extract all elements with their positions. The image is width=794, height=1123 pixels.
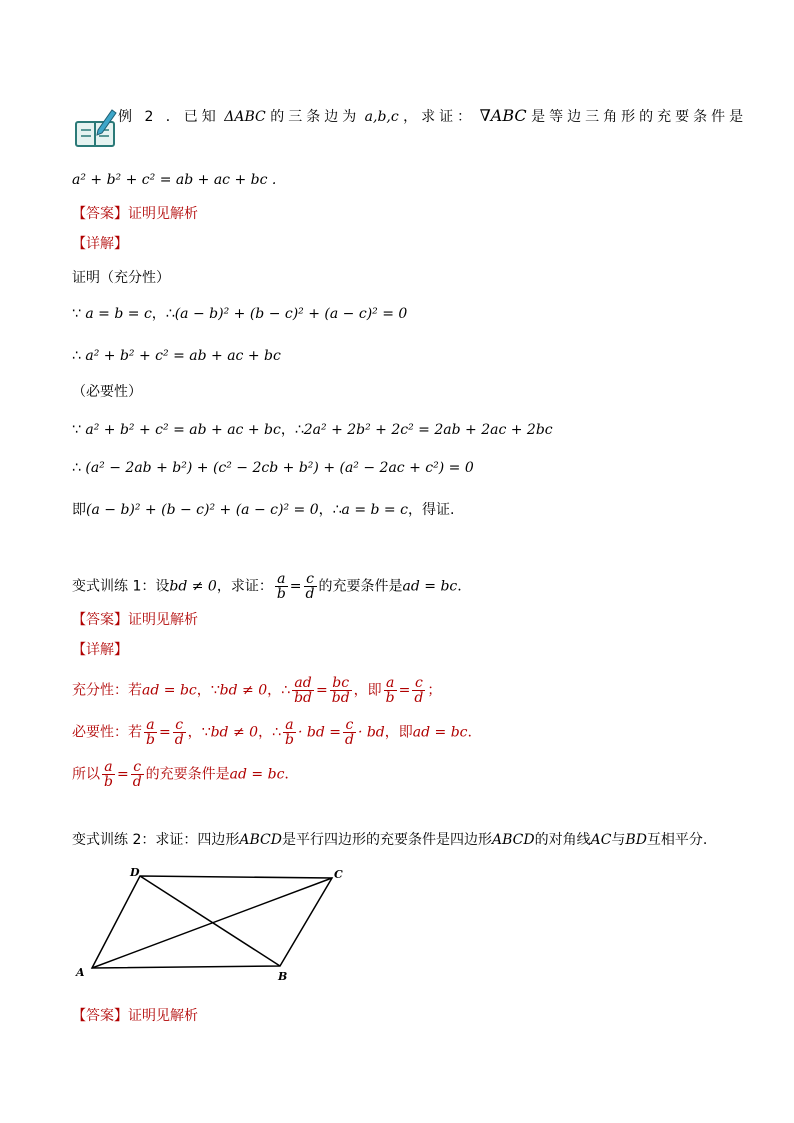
proof-step-1 <box>72 304 407 324</box>
fraction-c-d-2 <box>412 676 425 705</box>
necessity-line <box>72 718 472 747</box>
because-symbol-2: ∵ <box>72 422 81 438</box>
example-statement <box>118 106 747 127</box>
label-d: D <box>130 866 140 879</box>
proof-step-5-a: (a − b)² + (b − c)² + (a − c)² = 0 <box>86 502 319 518</box>
variant2-d1: AC <box>590 832 612 848</box>
variant2-end: 互相平分. <box>646 832 708 848</box>
proof-step-1-a: a = b = c <box>85 306 152 322</box>
frac-den: d <box>344 732 354 748</box>
variant2-pre: 变式训练 2：求证：四边形 <box>72 832 240 848</box>
parallelogram-figure <box>72 864 362 984</box>
detail-2: 【详解】 <box>72 642 128 658</box>
fraction-c-d-3 <box>173 718 186 747</box>
nec-times2: · bd <box>357 724 385 741</box>
nec-mid2: ，∴ <box>258 724 281 741</box>
proof-step-3-a: a² + b² + c² = ab + ac + bc <box>85 422 281 438</box>
nec-b: bd ≠ 0 <box>210 724 259 741</box>
triangle-symbol-2: ∇ABC <box>479 106 527 125</box>
proof-step-2 <box>72 346 281 366</box>
variant2-mid2: 的对角线 <box>534 832 591 848</box>
frac-den: b <box>385 690 395 706</box>
suff-b: bd ≠ 0 <box>219 682 268 699</box>
equals-sign: = <box>289 578 302 595</box>
proof-step-1-mid: ，∴ <box>151 306 175 322</box>
frac-num: c <box>412 676 425 691</box>
proof-step-5-end: ，得证. <box>407 502 455 518</box>
triangle-symbol: ΔABC <box>224 109 266 125</box>
nec-mid3: ，即 <box>384 724 413 741</box>
diagonal-bd <box>140 876 280 966</box>
proof-step-5-b: a = b = c <box>341 502 408 518</box>
suff-end: ； <box>427 682 442 699</box>
suff-a: ad = bc <box>142 682 197 699</box>
nec-mid: ，∵ <box>187 724 211 741</box>
equals-sign: = <box>158 724 171 741</box>
nec-times: · bd = <box>297 724 341 741</box>
therefore-symbol-2: ∴ <box>72 460 81 476</box>
frac-den: bd <box>294 690 312 706</box>
fraction-a-b <box>275 572 288 601</box>
fraction-a-b-4 <box>283 718 296 747</box>
so-mid: 的充要条件是 <box>145 766 230 783</box>
frac-num: c <box>173 718 186 733</box>
nec-pre: 必要性：若 <box>72 724 142 741</box>
suff-mid: ，∵ <box>196 682 220 699</box>
frac-den: b <box>284 732 294 748</box>
frac-num: a <box>275 572 288 587</box>
variant1-cond: bd ≠ 0 <box>169 578 217 595</box>
suff-pre: 充分性：若 <box>72 682 142 699</box>
nec-target: ad = bc <box>412 724 468 741</box>
variant1-title <box>72 572 462 601</box>
notebook-pencil-icon <box>74 108 118 148</box>
frac-num: a <box>102 760 115 775</box>
variant1-title-mid: ，求证： <box>216 578 273 595</box>
fraction-a-b-5 <box>102 760 115 789</box>
answer-3: 【答案】证明见解析 <box>72 1008 198 1024</box>
proof-step-5-pre: 即 <box>72 502 86 518</box>
side-vars: a,b,c <box>364 109 399 125</box>
equals-sign: = <box>316 682 328 699</box>
therefore-symbol: ∴ <box>72 348 81 364</box>
example-text-3: 是等边三角形的充要条件是 <box>531 109 748 125</box>
frac-num: c <box>304 572 317 587</box>
frac-num: ad <box>292 676 314 691</box>
equals-sign: = <box>116 766 129 783</box>
necessity-heading: （必要性） <box>72 384 142 400</box>
so-pre: 所以 <box>72 766 100 783</box>
variant1-title-pre: 变式训练 1：设 <box>72 578 170 595</box>
proof-step-3-b: 2a² + 2b² + 2c² = 2ab + 2ac + 2bc <box>303 422 553 438</box>
frac-den: d <box>174 732 184 748</box>
example-condition: a² + b² + c² = ab + ac + bc . <box>72 172 277 188</box>
proof-step-5 <box>72 500 454 520</box>
fraction-a-b-2 <box>384 676 397 705</box>
suff-mid3: ，即 <box>353 682 382 699</box>
because-symbol: ∵ <box>72 306 81 322</box>
proof-step-5-mid: ，∴ <box>318 502 342 518</box>
proof-step-3-mid: ，∴ <box>280 422 304 438</box>
frac-num: c <box>131 760 144 775</box>
frac-den: bd <box>331 690 350 706</box>
sufficiency-line <box>72 676 441 705</box>
frac-den: b <box>276 586 286 602</box>
conclusion-line <box>72 760 289 789</box>
variant2-d2: BD <box>625 832 647 848</box>
frac-num: a <box>144 718 157 733</box>
frac-num: bc <box>330 676 352 691</box>
frac-den: d <box>414 690 424 706</box>
variant2-mid: 是平行四边形的充要条件是四边形 <box>281 832 492 848</box>
label-c: C <box>334 868 343 881</box>
so-end: . <box>284 766 289 783</box>
equals-sign: = <box>398 682 411 699</box>
fraction-c-d-4 <box>343 718 356 747</box>
frac-num: a <box>283 718 296 733</box>
proof-step-4 <box>72 458 474 478</box>
frac-den: d <box>132 774 142 790</box>
answer-2: 【答案】证明见解析 <box>72 612 198 628</box>
variant1-target: ad = bc <box>402 578 458 595</box>
frac-num: c <box>343 718 356 733</box>
label-b: B <box>278 970 288 983</box>
variant2-q1: ABCD <box>239 832 282 848</box>
fraction-a-b-3 <box>144 718 157 747</box>
example-text-2: ，求证： <box>403 109 476 125</box>
fraction-bc-bd <box>330 676 352 705</box>
frac-num: a <box>384 676 397 691</box>
frac-den: b <box>104 774 113 790</box>
fraction-ad-bd <box>292 676 314 705</box>
proof-step-1-b: (a − b)² + (b − c)² + (a − c)² = 0 <box>174 306 408 322</box>
frac-den: b <box>146 732 155 748</box>
suff-mid2: ，∴ <box>267 682 291 699</box>
fraction-c-d-5 <box>131 760 144 789</box>
proof-step-4-eq: (a² − 2ab + b²) + (c² − 2cb + b²) + (a² − 2ac + c²) = 0 <box>85 460 474 476</box>
detail-1: 【详解】 <box>72 236 128 252</box>
variant1-dot: . <box>457 578 462 595</box>
example-label: 例 2 ．已知 <box>118 109 220 125</box>
variant1-title-mid2: 的充要条件是 <box>318 578 403 595</box>
example-text-1: 的三条边为 <box>270 109 361 125</box>
so-target: ad = bc <box>229 766 285 783</box>
variant2-q2: ABCD <box>491 832 535 848</box>
variant2-title <box>72 830 707 850</box>
label-a: A <box>76 966 85 979</box>
variant2-mid3: 与 <box>611 832 626 848</box>
frac-den: d <box>305 586 315 602</box>
answer-1: 【答案】证明见解析 <box>72 206 198 222</box>
proof-step-3 <box>72 420 553 440</box>
proof-step-2-eq: a² + b² + c² = ab + ac + bc <box>85 348 281 364</box>
fraction-c-d <box>304 572 317 601</box>
proof-heading: 证明（充分性） <box>72 270 170 286</box>
nec-end: . <box>467 724 472 741</box>
